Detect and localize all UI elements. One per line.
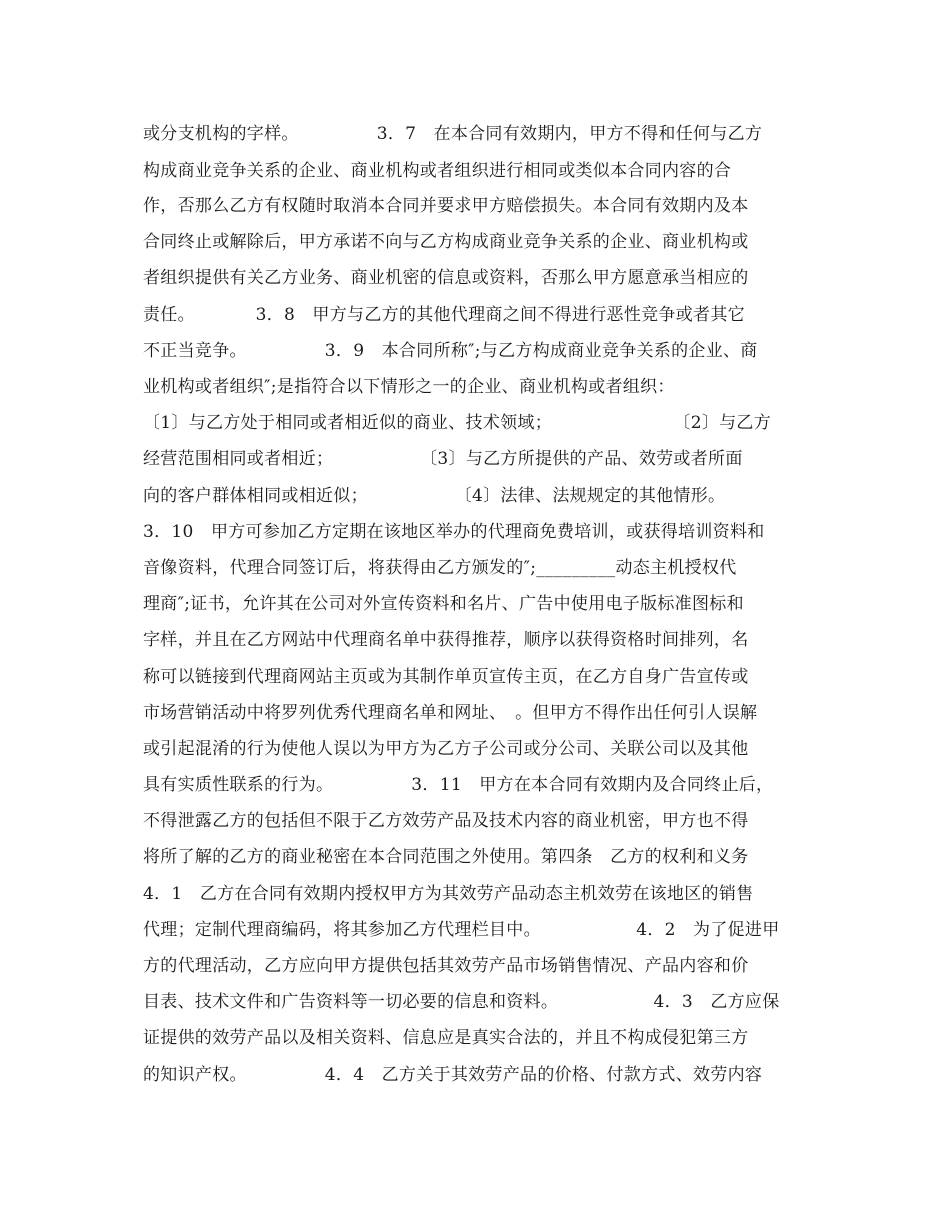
text-line: 不正当竞争。 3．9 本合同所称″;与乙方构成商业竞争关系的企业、商 <box>143 341 758 361</box>
text-line: 构成商业竞争关系的企业、商业机构或者组织进行相同或类似本合同内容的合 <box>143 161 732 181</box>
text-line: 市场营销活动中将罗列优秀代理商名单和网址、 。但甲方不得作出任何引人误解 <box>143 703 758 723</box>
text-line: 或引起混淆的行为使他人误以为甲方为乙方子公司或分公司、关联公司以及其他 <box>143 739 749 759</box>
text-line: 经营范围相同或者相近； 〔3〕与乙方所提供的产品、效劳或者所面 <box>143 449 743 469</box>
text-line: 责任。 3．8 甲方与乙方的其他代理商之间不得进行恶性竞争或者其它 <box>143 305 745 325</box>
text-line: 代理；定制代理商编码，将其参加乙方代理栏目中。 4．2 为了促进甲 <box>143 920 780 940</box>
text-line: 的知识产权。 4．4 乙方关于其效劳产品的价格、付款方式、效劳内容 <box>143 1065 763 1085</box>
text-line: 或分支机构的字样。 3．7 在本合同有效期内，甲方不得和任何与乙方 <box>143 124 763 144</box>
text-line: 合同终止或解除后，甲方承诺不向与乙方构成商业竞争关系的企业、商业机构或 <box>143 232 749 252</box>
text-line: 者组织提供有关乙方业务、商业机密的信息或资料，否那么甲方愿意承当相应的 <box>143 268 749 288</box>
text-line: 向的客户群体相同或相近似； 〔4〕法律、法规规定的其他情形。 <box>143 486 726 506</box>
text-line: 〔1〕与乙方处于相同或者相近似的商业、技术领域； 〔2〕与乙方 <box>143 413 772 433</box>
text-line: 作，否那么乙方有权随时取消本合同并要求甲方赔偿损失。本合同有效期内及本 <box>143 196 749 216</box>
text-line: 具有实质性联系的行为。 3．11 甲方在本合同有效期内及合同终止后， <box>143 775 774 795</box>
text-line: 3．10 甲方可参加乙方定期在该地区举办的代理商免费培训，或获得培训资料和 <box>143 522 765 542</box>
text-line: 将所了解的乙方的商业秘密在本合同范围之外使用。第四条 乙方的权利和义务 <box>143 847 749 867</box>
text-line: 音像资料，代理合同签订后，将获得由乙方颁发的″;_________动态主机授权代 <box>143 558 737 578</box>
text-line: 证提供的效劳产品以及相关资料、信息应是真实合法的，并且不构成侵犯第三方 <box>143 1028 749 1048</box>
text-line: 方的代理活动，乙方应向甲方提供包括其效劳产品市场销售情况、产品内容和价 <box>143 956 749 976</box>
text-line: 目表、技术文件和广告资料等一切必要的信息和资料。 4．3 乙方应保 <box>143 992 780 1012</box>
text-line: 理商″;证书，允许其在公司对外宣传资料和名片、广告中使用电子版标准图标和 <box>143 594 744 614</box>
text-line: 字样，并且在乙方网站中代理商名单中获得推荐，顺序以获得资格时间排列，名 <box>143 630 749 650</box>
text-line: 4．1 乙方在合同有效期内授权甲方为其效劳产品动态主机效劳在该地区的销售 <box>143 884 754 904</box>
text-line: 不得泄露乙方的包括但不限于乙方效劳产品及技术内容的商业机密，甲方也不得 <box>143 811 749 831</box>
text-line: 称可以链接到代理商网站主页或为其制作单页宣传主页，在乙方自身广告宣传或 <box>143 667 749 687</box>
text-line: 业机构或者组织″;是指符合以下情形之一的企业、商业机构或者组织： <box>143 377 675 397</box>
